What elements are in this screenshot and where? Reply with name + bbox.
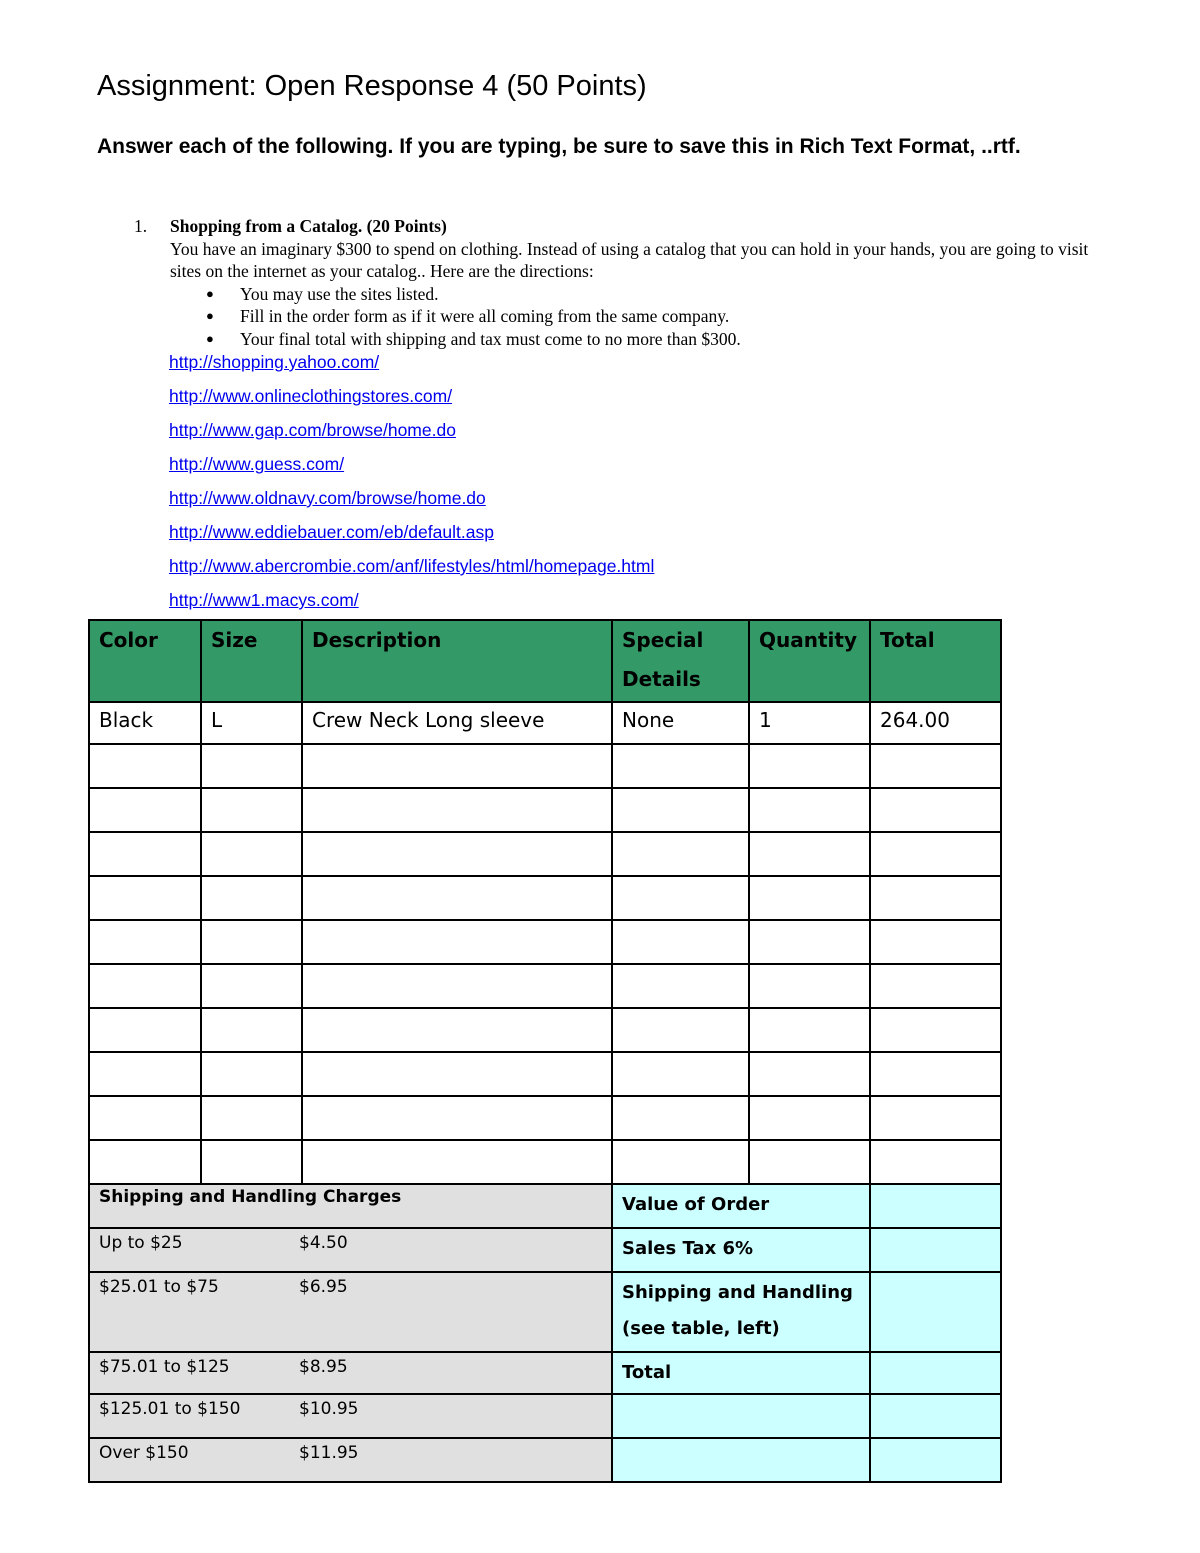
empty-cell[interactable] <box>612 744 749 788</box>
table-row <box>89 1096 1001 1140</box>
instructions: Answer each of the following. If you are typing, be sure to save this in Rich Text Format, ..rtf. <box>97 135 1021 158</box>
shipping-amount: $4.50 <box>299 1233 348 1253</box>
empty-cell[interactable] <box>870 832 1001 876</box>
list-item: ● You may use the sites listed. <box>206 283 439 304</box>
empty-cell[interactable] <box>749 1008 870 1052</box>
header-description: Description <box>302 620 612 702</box>
empty-cell[interactable] <box>89 744 201 788</box>
label-total: Total <box>612 1352 870 1394</box>
empty-cell[interactable] <box>612 1096 749 1140</box>
shipping-range: Up to $25 <box>99 1233 183 1253</box>
empty-cell[interactable] <box>870 876 1001 920</box>
empty-cell[interactable] <box>749 744 870 788</box>
empty-cell[interactable] <box>612 832 749 876</box>
shipping-rate-row <box>89 1438 612 1482</box>
bullet-icon: ● <box>206 308 214 323</box>
summary-row <box>89 1394 1001 1438</box>
empty-cell[interactable] <box>870 788 1001 832</box>
link-guess[interactable]: http://www.guess.com/ <box>169 454 345 474</box>
empty-cell[interactable] <box>201 832 302 876</box>
empty-cell[interactable] <box>201 1008 302 1052</box>
list-item: ● Fill in the order form as if it were all coming from the same company. <box>206 306 730 326</box>
bullet-icon: ● <box>206 330 214 346</box>
label-shipping-handling: Shipping and Handling (see table, left) <box>612 1272 870 1352</box>
bullet-icon: ● <box>206 285 214 301</box>
empty-cell[interactable] <box>870 964 1001 1008</box>
empty-cell[interactable] <box>749 1096 870 1140</box>
link-gap[interactable]: http://www.gap.com/browse/home.do <box>169 420 456 440</box>
empty-cell[interactable] <box>870 1052 1001 1096</box>
empty-cell[interactable] <box>612 964 749 1008</box>
empty-cell[interactable] <box>612 876 749 920</box>
empty-cell[interactable] <box>870 920 1001 964</box>
empty-cell[interactable] <box>89 1052 201 1096</box>
empty-cell[interactable] <box>89 832 201 876</box>
empty-cell[interactable] <box>302 876 612 920</box>
shipping-amount: $6.95 <box>299 1277 348 1297</box>
sales-tax-field[interactable] <box>870 1228 1001 1272</box>
empty-cell[interactable] <box>89 1096 201 1140</box>
empty-cell[interactable] <box>749 1052 870 1096</box>
link-macys[interactable]: http://www1.macys.com/ <box>169 590 359 610</box>
empty-cell[interactable] <box>89 876 201 920</box>
shipping-amount: $11.95 <box>299 1443 359 1463</box>
empty-summary-cell <box>870 1438 1001 1482</box>
empty-summary-cell <box>612 1438 870 1482</box>
empty-cell[interactable] <box>201 876 302 920</box>
link-onlineclothingstores[interactable]: http://www.onlineclothingstores.com/ <box>169 386 453 406</box>
empty-cell[interactable] <box>201 744 302 788</box>
question-text: You have an imaginary $300 to spend on clothing. Instead of using a catalog that you can hold in your hands, you are going to visit sites on the internet as your catalog.. Here are the directions: <box>170 238 1089 281</box>
empty-cell[interactable] <box>89 1140 201 1184</box>
page-title: Assignment: Open Response 4 (50 Points) <box>97 70 647 102</box>
shipping-range: $125.01 to $150 <box>99 1399 241 1419</box>
empty-cell[interactable] <box>302 832 612 876</box>
empty-cell[interactable] <box>749 920 870 964</box>
summary-row <box>89 1438 1001 1482</box>
summary-row <box>89 1228 1001 1272</box>
table-header-row <box>89 620 1001 702</box>
cell-description[interactable]: Crew Neck Long sleeve <box>302 702 612 744</box>
empty-cell[interactable] <box>201 964 302 1008</box>
question-number: 1. <box>134 216 148 236</box>
directions-list <box>170 283 1110 351</box>
shipping-amount: $10.95 <box>299 1399 359 1419</box>
header-total: Total <box>870 620 1001 702</box>
empty-cell[interactable] <box>89 1008 201 1052</box>
shipping-range: $25.01 to $75 <box>99 1277 219 1297</box>
table-row <box>89 1140 1001 1184</box>
table-row <box>89 788 1001 832</box>
shipping-range: Over $150 <box>99 1443 189 1463</box>
empty-cell[interactable] <box>870 1096 1001 1140</box>
empty-cell[interactable] <box>870 744 1001 788</box>
shipping-range: $75.01 to $125 <box>99 1357 230 1377</box>
table-row <box>89 876 1001 920</box>
empty-cell[interactable] <box>302 964 612 1008</box>
cell-total[interactable]: 264.00 <box>870 702 1001 744</box>
list-item: ● Your final total with shipping and tax must come to no more than $300. <box>206 328 741 349</box>
shipping-rate-row <box>89 1352 612 1394</box>
empty-cell[interactable] <box>870 1140 1001 1184</box>
shipping-rate-row <box>89 1394 612 1438</box>
shipping-rate-row <box>89 1228 612 1272</box>
empty-cell[interactable] <box>870 1008 1001 1052</box>
table-row <box>89 1052 1001 1096</box>
table-row <box>89 744 1001 788</box>
empty-cell[interactable] <box>749 1140 870 1184</box>
shipping-rate-row <box>89 1272 612 1352</box>
empty-summary-cell <box>870 1394 1001 1438</box>
empty-cell[interactable] <box>612 1140 749 1184</box>
empty-cell[interactable] <box>612 920 749 964</box>
empty-cell[interactable] <box>302 920 612 964</box>
order-form-table <box>88 619 1002 1483</box>
label-value-of-order: Value of Order <box>612 1184 870 1228</box>
empty-summary-cell <box>612 1394 870 1438</box>
table-row <box>89 832 1001 876</box>
link-abercrombie[interactable]: http://www.abercrombie.com/anf/lifestyles/html/homepage.html <box>169 556 655 576</box>
empty-cell[interactable] <box>749 876 870 920</box>
summary-row <box>89 1184 1001 1228</box>
empty-cell[interactable] <box>89 920 201 964</box>
header-size: Size <box>201 620 302 702</box>
empty-cell[interactable] <box>302 1096 612 1140</box>
empty-cell[interactable] <box>201 920 302 964</box>
link-eddiebauer[interactable]: http://www.eddiebauer.com/eb/default.asp <box>169 522 494 542</box>
empty-cell[interactable] <box>749 832 870 876</box>
empty-cell[interactable] <box>302 788 612 832</box>
header-color: Color <box>89 620 201 702</box>
value-of-order-field[interactable] <box>870 1184 1001 1228</box>
table-row <box>89 702 1001 744</box>
summary-row <box>89 1272 1001 1352</box>
table-row <box>89 920 1001 964</box>
empty-cell[interactable] <box>201 1140 302 1184</box>
label-sales-tax: Sales Tax 6% <box>612 1228 870 1272</box>
cell-special-details[interactable]: None <box>612 702 749 744</box>
cell-size[interactable]: L <box>201 702 302 744</box>
empty-cell[interactable] <box>749 788 870 832</box>
empty-cell[interactable] <box>89 964 201 1008</box>
empty-cell[interactable] <box>302 1140 612 1184</box>
link-oldnavy[interactable]: http://www.oldnavy.com/browse/home.do <box>169 488 486 508</box>
empty-cell[interactable] <box>612 788 749 832</box>
empty-cell[interactable] <box>612 1008 749 1052</box>
cell-color[interactable]: Black <box>89 702 201 744</box>
empty-cell[interactable] <box>302 1052 612 1096</box>
link-yahoo[interactable]: http://shopping.yahoo.com/ <box>169 352 380 372</box>
table-row <box>89 1008 1001 1052</box>
empty-cell[interactable] <box>201 788 302 832</box>
shipping-amount: $8.95 <box>299 1357 348 1377</box>
site-links <box>169 350 654 622</box>
header-special-details: Special Details <box>612 620 749 702</box>
total-field[interactable] <box>870 1352 1001 1394</box>
empty-cell[interactable] <box>302 744 612 788</box>
shipping-handling-field[interactable] <box>870 1272 1001 1352</box>
empty-cell[interactable] <box>612 1052 749 1096</box>
summary-row <box>89 1352 1001 1394</box>
shipping-header: Shipping and Handling Charges <box>89 1184 612 1228</box>
empty-cell[interactable] <box>201 1052 302 1096</box>
empty-cell[interactable] <box>749 964 870 1008</box>
empty-cell[interactable] <box>201 1096 302 1140</box>
table-row <box>89 964 1001 1008</box>
question-heading: Shopping from a Catalog. (20 Points) <box>170 216 447 236</box>
empty-cell[interactable] <box>302 1008 612 1052</box>
header-quantity: Quantity <box>749 620 870 702</box>
empty-cell[interactable] <box>89 788 201 832</box>
cell-quantity[interactable]: 1 <box>749 702 870 744</box>
